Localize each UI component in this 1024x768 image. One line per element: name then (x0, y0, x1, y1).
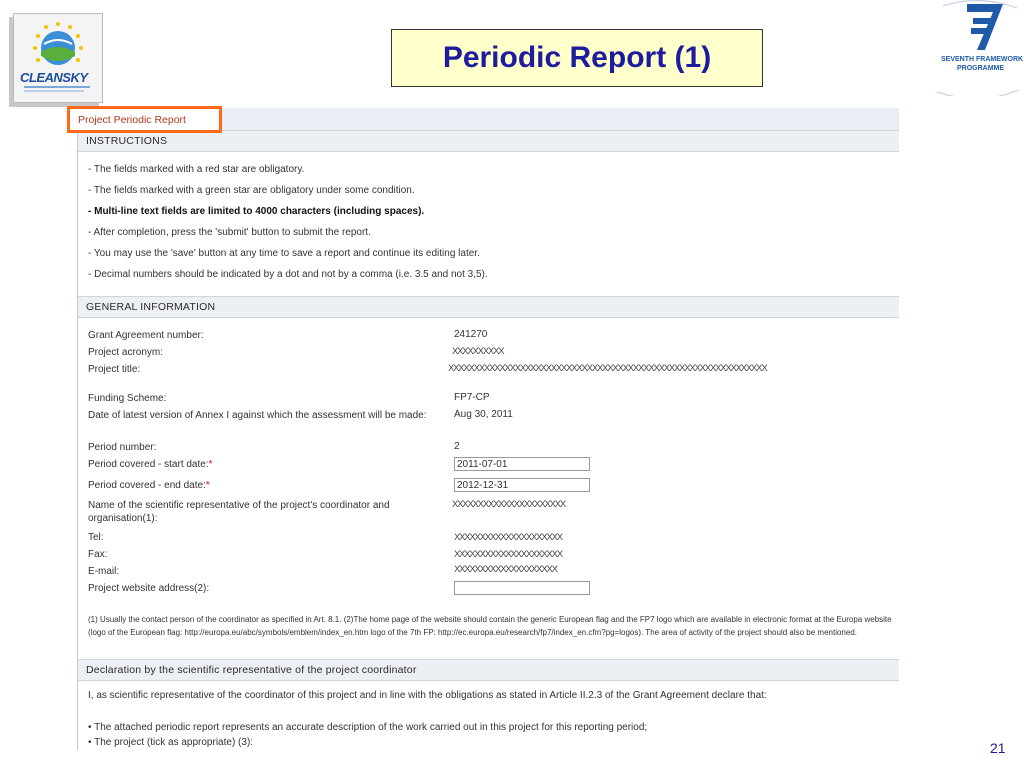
tel-label: Tel: (88, 532, 104, 543)
tel-value: XXXXXXXXXXXXXXXXXXXXX (454, 532, 562, 543)
email-label: E-mail: (88, 566, 120, 577)
instruction-line: - The fields marked with a green star are obligatory under some condition. (88, 185, 415, 196)
instruction-line: - Decimal numbers should be indicated by a dot and not by a comma (i.e. 3.5 and not 3,5). (88, 269, 488, 280)
fp7-logo-line1: SEVENTH FRAMEWORK (941, 56, 1024, 63)
periodic-report-form (77, 108, 899, 750)
footnote: (1) Usually the contact person of the coordinator as specified in Art. 8.1. (2)The home page of the website should contain the generic European flag and the FP7 logo which are available in electronic format at the Europa website (logo of the European flag: http://europa.eu/abc/symbols/emblem/index_en.htm logo of the 7th FP: http://ec.europa.eu/research/fp7/index_en.cfm?pg=logos). The area of activity of the project should also be mentioned. (88, 615, 892, 637)
start-date-input[interactable]: 2011-07-01 (454, 457, 590, 471)
acronym-label: Project acronym: (88, 347, 164, 358)
end-date-label (88, 479, 443, 492)
website-label: Project website address(2): (88, 583, 210, 594)
fax-value: XXXXXXXXXXXXXXXXXXXXX (454, 549, 562, 560)
fax-label: Fax: (88, 549, 108, 560)
cleansky-logo (13, 13, 103, 103)
general-info-header (78, 296, 899, 318)
declaration-heading: Declaration by the scientific representative of the project coordinator (86, 664, 417, 676)
declaration-header (78, 659, 899, 681)
start-date-label (88, 458, 443, 471)
required-star-icon: * (208, 459, 213, 470)
end-date-input[interactable]: 2012-12-31 (454, 478, 590, 492)
representative-label: Name of the scientific representative of the project's coordinator and organisation(1): (88, 500, 390, 524)
title-value: XXXXXXXXXXXXXXXXXXXXXXXXXXXXXXXXXXXXXXXXXXXXXXXXXXXXXXXXXXXXXX (448, 363, 767, 374)
slide-title-box (391, 29, 763, 87)
general-info-heading: GENERAL INFORMATION (86, 301, 216, 313)
required-star-icon: * (205, 480, 210, 491)
instruction-line: - The fields marked with a red star are obligatory. (88, 164, 305, 175)
instructions-heading: INSTRUCTIONS (86, 135, 168, 147)
fp7-logo (933, 0, 1024, 96)
tab-label: Project Periodic Report (78, 114, 186, 126)
grant-value: 241270 (454, 329, 488, 340)
slide-title: Periodic Report (1) (442, 41, 712, 74)
fp7-logo-line2: PROGRAMME (957, 65, 1005, 72)
declaration-bullet: • The project (tick as appropriate) (3): (88, 737, 254, 748)
website-input[interactable] (454, 581, 590, 595)
cleansky-emblem-icon (14, 14, 102, 102)
grant-label: Grant Agreement number: (88, 330, 204, 341)
instruction-line: - You may use the 'save' button at any time to save a report and continue its editing later. (88, 248, 480, 259)
end-date-label-text: Period covered - end date: (88, 480, 206, 491)
start-date-label-text: Period covered - start date: (88, 459, 209, 470)
annex-value: Aug 30, 2011 (454, 409, 513, 420)
funding-value: FP7-CP (454, 392, 490, 403)
title-label: Project title: (88, 364, 141, 375)
representative-value: XXXXXXXXXXXXXXXXXXXXXX (452, 499, 566, 510)
acronym-value: XXXXXXXXXX (452, 346, 504, 357)
declaration-intro: I, as scientific representative of the coordinator of this project and in line with the obligations as stated in Article II.2.3 of the Grant Agreement declare that: (88, 690, 767, 701)
annex-label: Date of latest version of Annex I against which the assessment will be made: (88, 410, 427, 421)
period-label: Period number: (88, 442, 157, 453)
funding-label: Funding Scheme: (88, 393, 167, 404)
declaration-bullet: • The attached periodic report represents an accurate description of the work carried out in this project for this reporting period; (88, 722, 648, 733)
fp7-logo-icon (933, 0, 1024, 96)
instructions-header (78, 130, 899, 152)
tab-project-periodic-report[interactable] (67, 106, 222, 133)
page-number: 21 (990, 740, 1006, 756)
logo-divider (24, 86, 90, 88)
instruction-line: - After completion, press the 'submit' button to submit the report. (88, 227, 371, 238)
period-value: 2 (454, 441, 460, 452)
instruction-line: - Multi-line text fields are limited to 4000 characters (including spaces). (88, 206, 425, 217)
logo-divider (24, 90, 84, 92)
email-value: XXXXXXXXXXXXXXXXXXXX (454, 564, 557, 575)
cleansky-logo-text: CLEANSKY (20, 70, 88, 85)
